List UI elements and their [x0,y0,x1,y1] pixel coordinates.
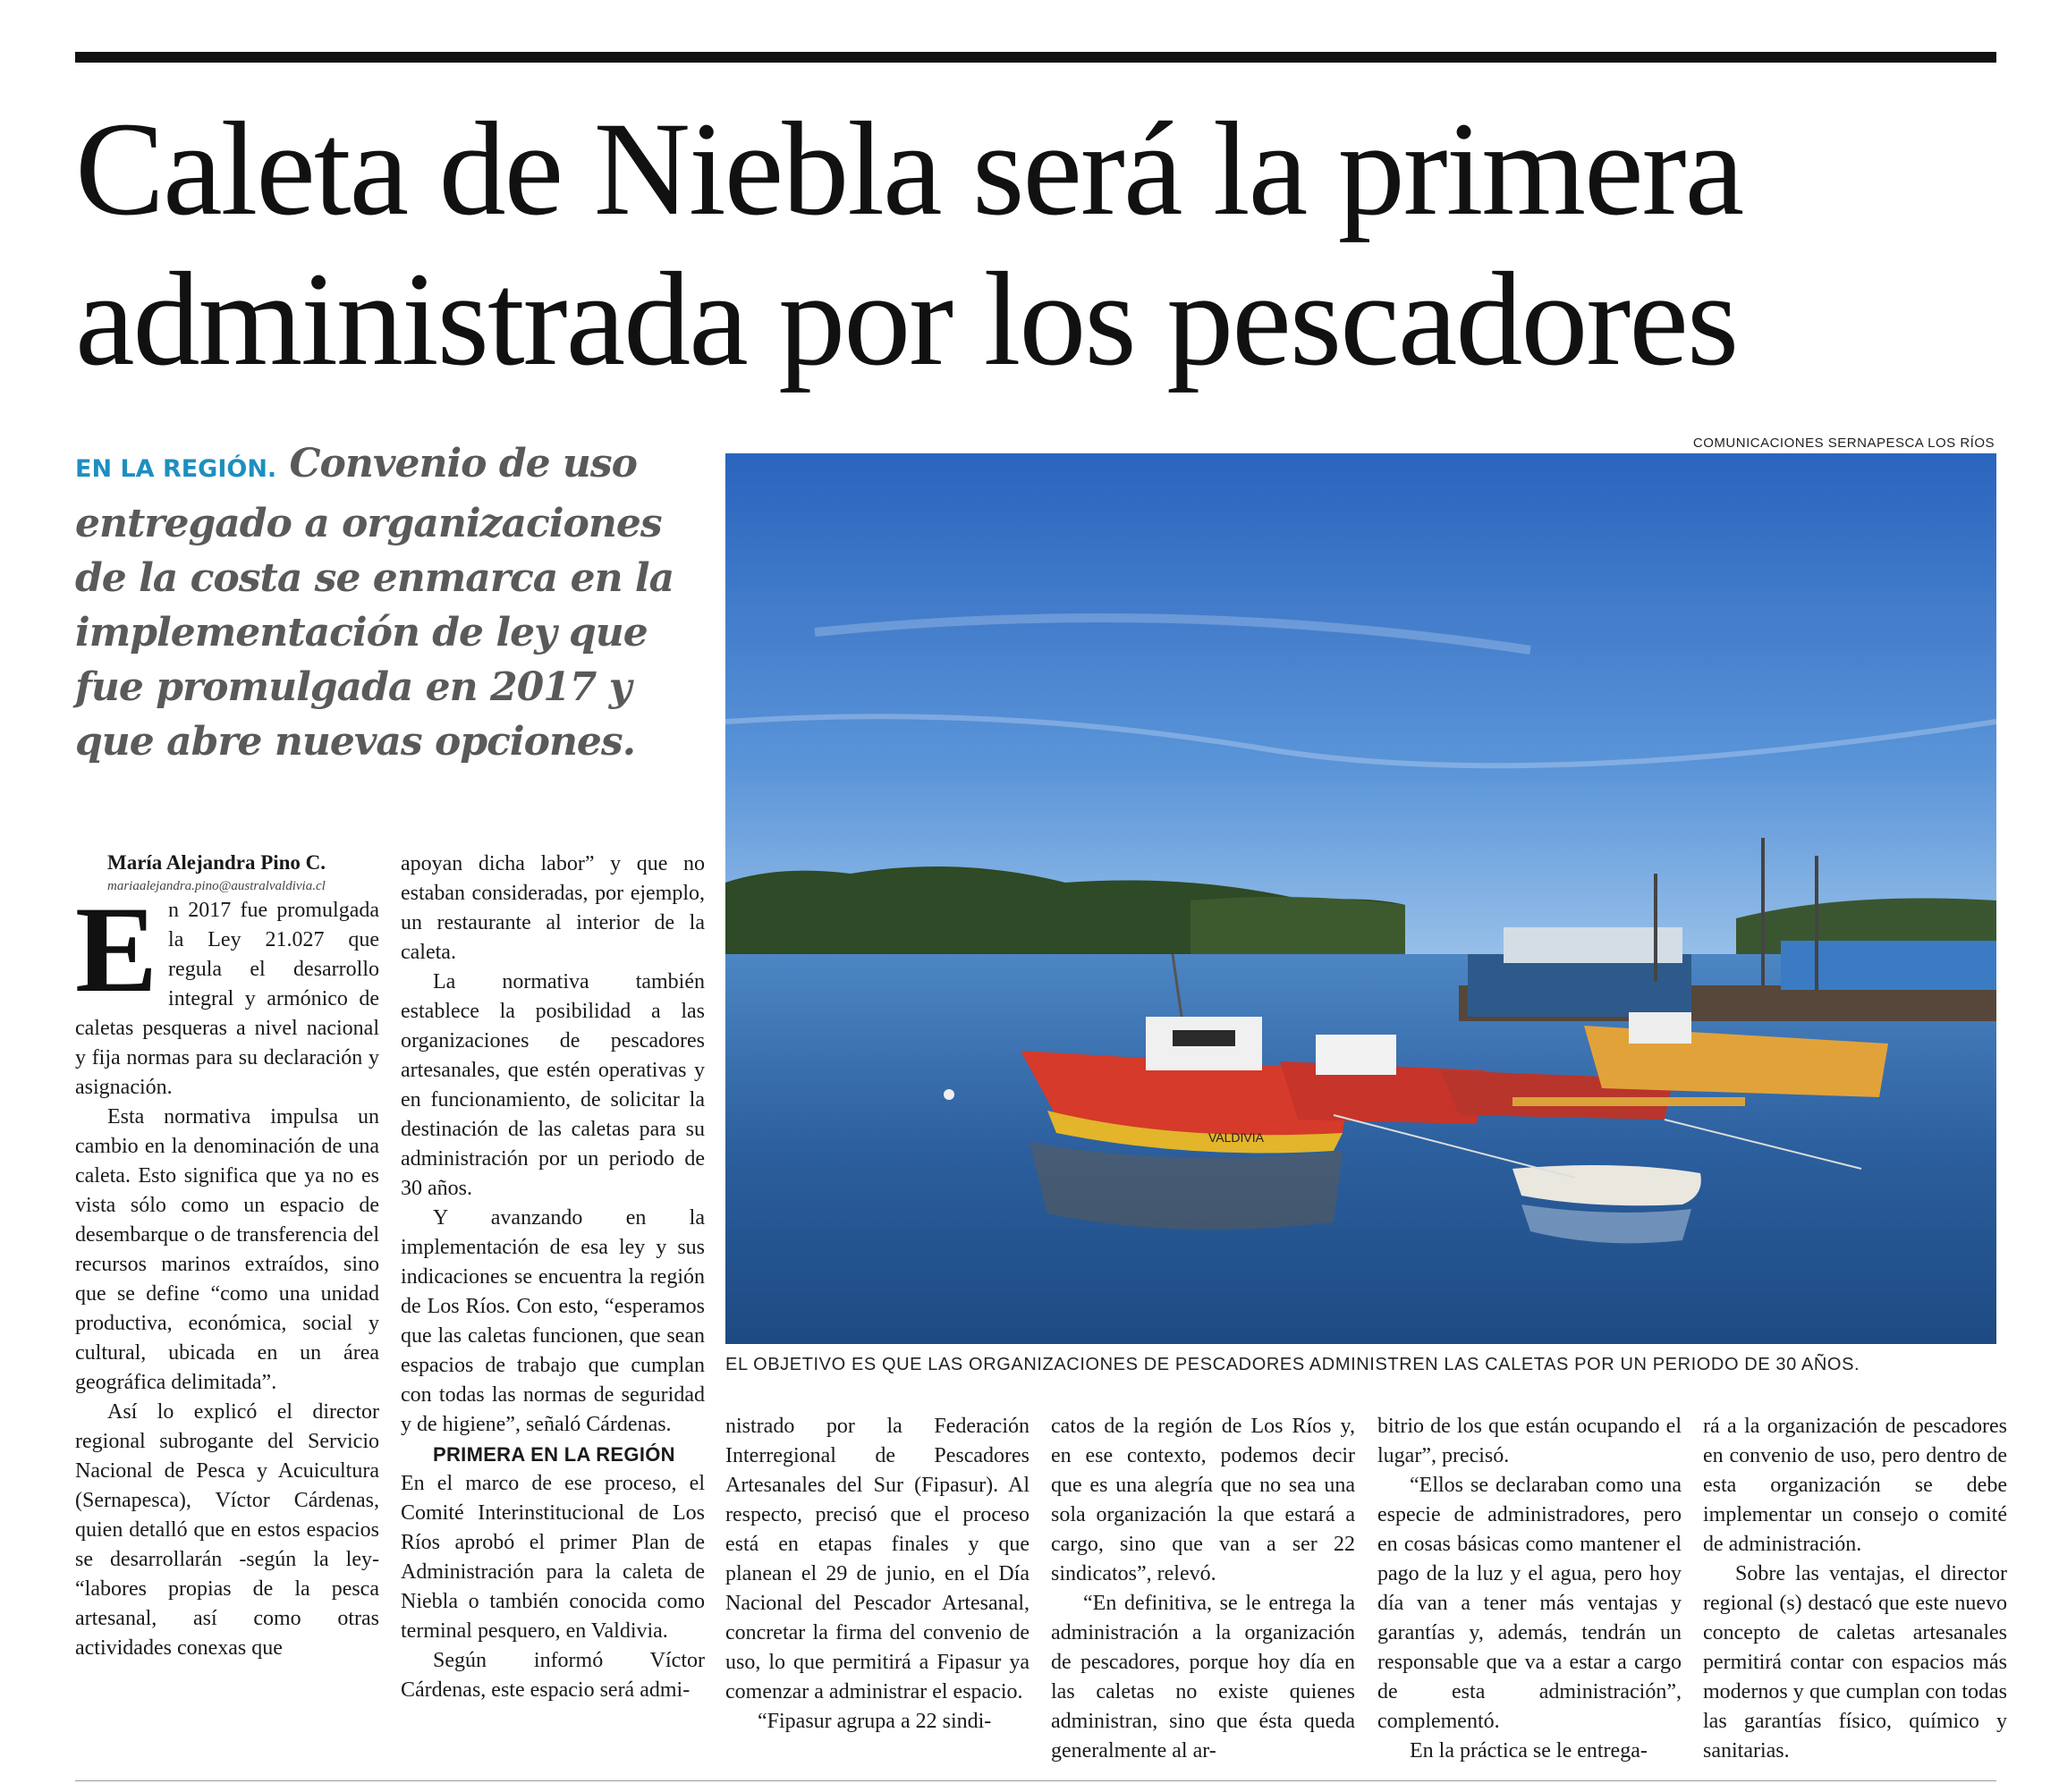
paragraph-15: En la práctica se le entrega- [1410,1739,1648,1762]
article-column-5 [1377,1412,1682,1766]
subheading: PRIMERA EN LA REGIÓN [433,1443,675,1466]
article-column-1 [75,850,379,1663]
headline-line-2: administrada por los pescadores [75,245,1738,393]
headline [75,94,2043,394]
lead-kicker: EN LA REGIÓN. [75,455,277,483]
lead-paragraph [75,436,701,769]
paragraph-11: catos de la región de Los Ríos y, en ese contexto, podemos decir que es una alegría que no sea una sola organización la que estará a cargo, sino que van a ser 22 sindicatos”, relevó. [1051,1415,1355,1585]
paragraph-5: La normativa también establece la posibilidad a las organizaciones de pescadores artesanales, que estén operativas y en funcionamiento, de solicitar la destinación de las caletas para su administración por un periodo de 30 años. [401,970,705,1200]
byline-author: María Alejandra Pino C. [107,851,326,874]
paragraph-3: Así lo explicó el director regional subrogante del Servicio Nacional de Pesca y Acuicultura (Sernapesca), Víctor Cárdenas, quien detalló que en estos espacios se desarrollarán -según la ley- “labores propias de la pesca artesanal, así como otras actividades conexas que [75,1400,379,1660]
byline-email: mariaalejandra.pino@australvaldivia.cl [107,879,326,893]
photo-caption: EL OBJETIVO ES QUE LAS ORGANIZACIONES DE PESCADORES ADMINISTREN LAS CALETAS POR UN PERIODO DE 30 AÑOS. [725,1355,1860,1374]
article-column-3 [725,1412,1030,1737]
paragraph-14: “Ellos se declaraban como una especie de administradores, pero en cosas básicas como mantener el pago de la luz y el agua, pero hoy día van a tener más ventajas y garantías y, además, tendrán un responsable que va a estar a cargo de esta administración”, complementó. [1377,1474,1682,1733]
paragraph-12: “En definitiva, se le entrega la administración a la organización de pescadores, porque hoy día en las caletas no existe quienes administran, sino que ésta queda generalmente al ar- [1051,1592,1355,1762]
lead-text: Convenio de uso entregado a organizaciones de la costa se enmarca en la implementación de ley que fue promulgada en 2017 y que abre nuevas opciones. [75,441,674,765]
harbor-photo [725,453,1996,1344]
paragraph-8: Según informó Víctor Cárdenas, este espacio será admi- [401,1649,705,1702]
article-column-6 [1703,1412,2007,1766]
paragraph-4: apoyan dicha labor” y que no estaban consideradas, por ejemplo, un restaurante al interior de la caleta. [401,852,705,964]
drop-cap: E [75,881,158,1018]
paragraph-7: En el marco de ese proceso, el Comité Interinstitucional de Los Ríos aprobó el primer Plan de Administración para la caleta de Niebla o también conocida como terminal pesquero, en Valdivia. [401,1472,705,1643]
paragraph-2: Esta normativa impulsa un cambio en la denominación de una caleta. Esto significa que ya no es vista sólo como un espacio de desembarque o de transferencia del recursos marinos extraídos, sino que se define “como una unidad productiva, económica, social y cultural, ubicada en un área geográfica delimitada”. [75,1105,379,1394]
top-rule [75,52,1996,63]
paragraph-10: “Fipasur agrupa a 22 sindi- [758,1710,992,1733]
paragraph-9: nistrado por la Federación Interregional de Pescadores Artesanales del Sur (Fipasur). Al respecto, precisó que el proceso está en etapas finales y que planean el 29 de junio, en el Día Nacional del Pescador Artesanal, concretar la firma del convenio de uso, lo que permitirá a Fipasur ya comenzar a administrar el espacio. [725,1415,1030,1703]
headline-line-1: Caleta de Niebla será la primera [75,95,1743,243]
paragraph-13: bitrio de los que están ocupando el lugar”, precisó. [1377,1415,1682,1467]
paragraph-17: Sobre las ventajas, el director regional (s) destacó que este nuevo concepto de caletas artesanales permitirá contar con espacios más modernos y que cumplan con todas las garantías físico, químico y sanitarias. [1703,1562,2007,1762]
bottom-rule [75,1780,1996,1781]
photo-credit: COMUNICACIONES SERNAPESCA LOS RÍOS [1692,435,1995,451]
article-column-4 [1051,1412,1355,1766]
paragraph-1-text: n 2017 fue promulgada la Ley 21.027 que regula el desarrollo integral y armónico de caletas pesqueras a nivel nacional y fija normas para su declaración y asignación. [75,899,379,1099]
article-column-2 [401,850,705,1705]
harbor-photo-illustration [725,453,1996,1344]
paragraph-6: Y avanzando en la implementación de esa ley y sus indicaciones se encuentra la región de Los Ríos. Con esto, “esperamos que las caletas funcionen, que sean espacios de trabajo que cumplan con todas las normas de seguridad y de higiene”, señaló Cárdenas. [401,1206,705,1436]
paragraph-16: rá a la organización de pescadores en convenio de uso, pero dentro de esta organización se debe implementar un consejo o comité de administración. [1703,1415,2007,1556]
boat-name-label: VALDIVIA [1208,1130,1264,1145]
